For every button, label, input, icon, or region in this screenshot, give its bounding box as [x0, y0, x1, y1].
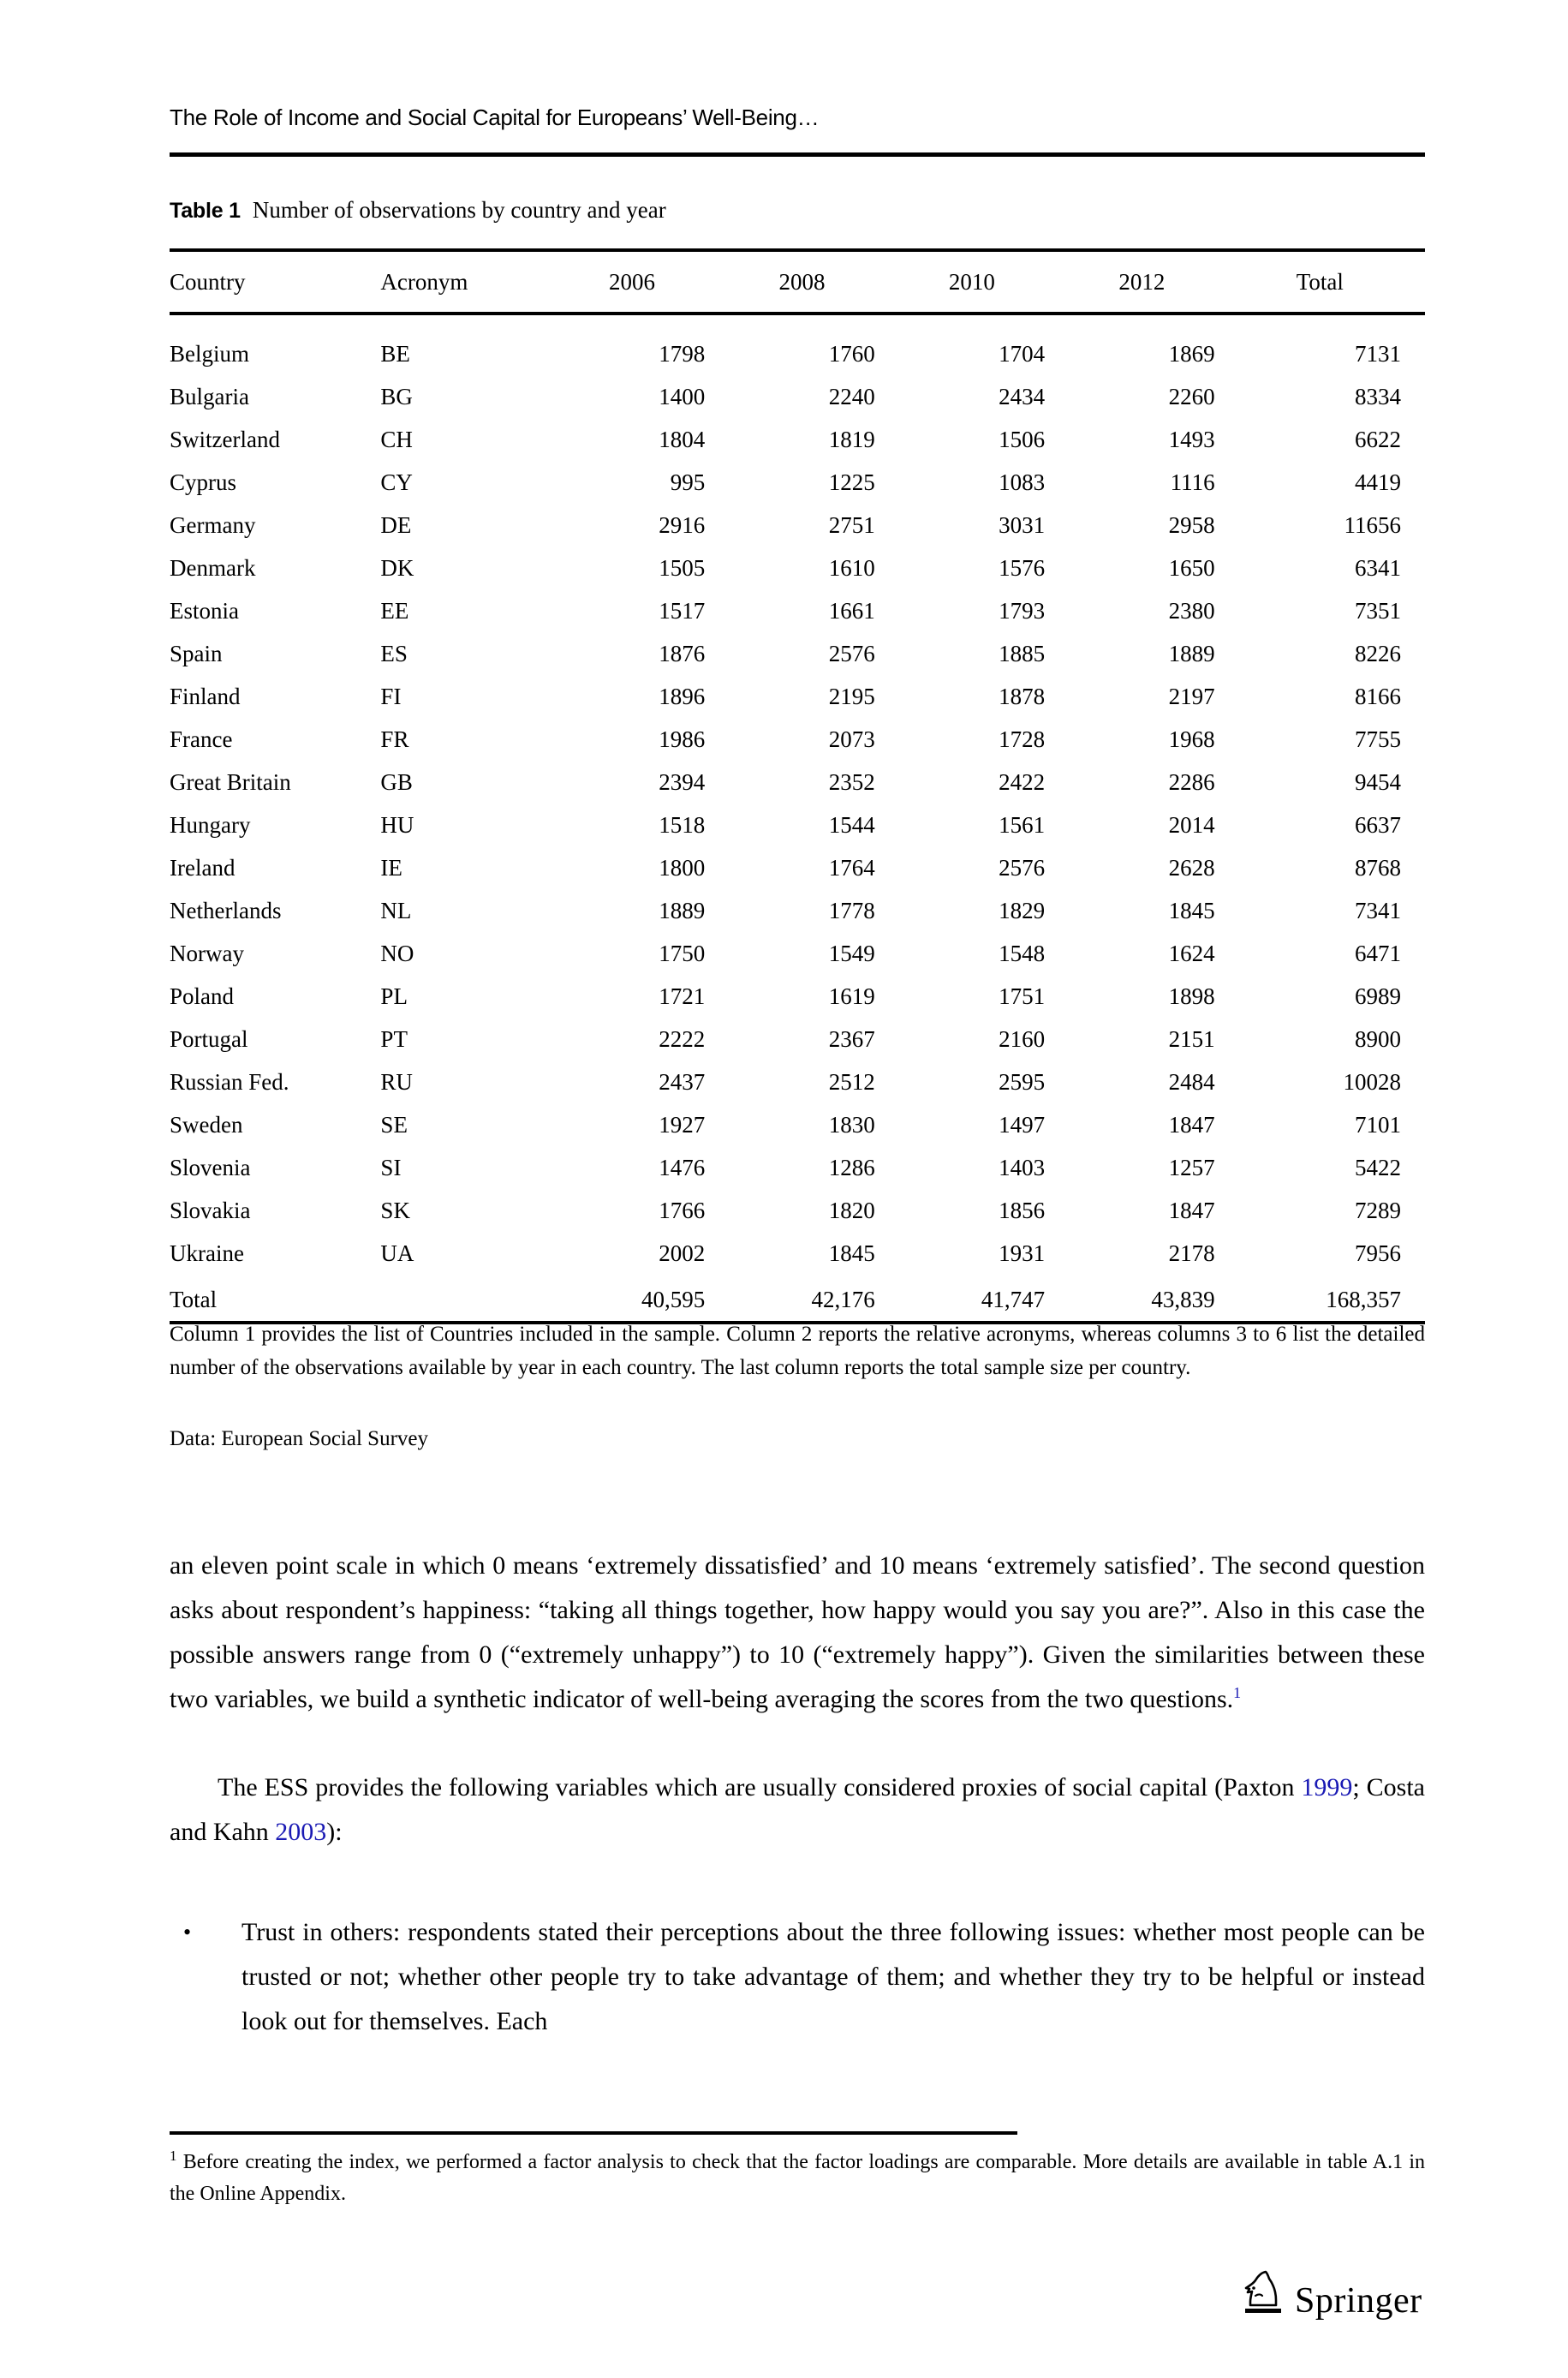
cell-2012: 2958	[1168, 512, 1215, 538]
table-row	[170, 632, 1425, 675]
cell-2006: 1798	[659, 341, 706, 367]
cell-total: 6989	[1355, 983, 1401, 1009]
footnote-text: Before creating the index, we performed a factor analysis to check that the factor loadings are comparable. More details are available in table A.1 in the Online Appendix.	[170, 2151, 1425, 2205]
table-row	[170, 1018, 1425, 1061]
cell-total: 5422	[1355, 1155, 1401, 1180]
cell-2006: 2437	[659, 1069, 706, 1095]
cell-2008: 1819	[828, 427, 875, 452]
cell-2012: 1889	[1168, 641, 1215, 666]
cell-2006: 1766	[659, 1198, 706, 1223]
cell-2006: 1896	[659, 684, 706, 709]
cell-2010: 1403	[999, 1155, 1046, 1180]
cell-2008: 2195	[828, 684, 875, 709]
table-row	[170, 889, 1425, 932]
cell-country: Switzerland	[170, 427, 280, 452]
cell-acronym: EE	[380, 598, 409, 624]
cell-country: Slovakia	[170, 1198, 251, 1223]
cell-2010: 1083	[999, 469, 1046, 495]
cell-2006: 995	[670, 469, 706, 495]
cell-2012: 1257	[1168, 1155, 1215, 1180]
cell-2008: 2352	[828, 769, 875, 795]
cell-2010: 2595	[999, 1069, 1046, 1095]
cell-2008-total: 42,176	[811, 1287, 875, 1312]
cell-acronym: RU	[380, 1069, 413, 1095]
cell-2008: 1830	[828, 1112, 875, 1138]
table-header	[170, 250, 1425, 314]
paragraph-ess-text-end: ):	[326, 1818, 343, 1846]
cell-acronym: FI	[380, 684, 402, 709]
cell-total: 4419	[1355, 469, 1401, 495]
cell-2012: 1847	[1168, 1112, 1215, 1138]
column-header-country: Country	[170, 269, 246, 295]
cell-acronym: PL	[380, 983, 408, 1009]
table-row	[170, 589, 1425, 632]
cell-2008: 1845	[828, 1240, 875, 1266]
cell-2008: 1549	[828, 941, 875, 966]
table-row	[170, 504, 1425, 547]
cell-2006: 1400	[659, 384, 706, 409]
table-row	[170, 675, 1425, 718]
cell-2006: 2394	[659, 769, 706, 795]
cell-country: Bulgaria	[170, 384, 249, 409]
cell-acronym: BG	[380, 384, 413, 409]
cell-country: Russian Fed.	[170, 1069, 289, 1095]
table-row	[170, 461, 1425, 504]
cell-2010: 1751	[999, 983, 1046, 1009]
cell-2012: 1869	[1168, 341, 1215, 367]
header-rule	[170, 152, 1425, 157]
cell-2010: 1548	[999, 941, 1046, 966]
table-row	[170, 804, 1425, 846]
cell-country: Norway	[170, 941, 244, 966]
cell-2008: 1225	[828, 469, 875, 495]
cell-country: Great Britain	[170, 769, 291, 795]
cell-2010: 1497	[999, 1112, 1046, 1138]
table-caption	[170, 195, 1425, 225]
list-item-label: Trust in others: respondents stated their perceptions about the three following issues: whether most people can be trusted or not; whether other people try to take advantage of them; and whether they try to be helpful or instead look out for themselves. Each	[241, 1918, 1425, 2035]
cell-2012: 1847	[1168, 1198, 1215, 1223]
paragraph-ess	[170, 1766, 1425, 1855]
table-row	[170, 1232, 1425, 1275]
cell-country: Germany	[170, 512, 256, 538]
table-data-source: Data: European Social Survey	[170, 1427, 428, 1450]
cell-2008: 1778	[828, 898, 875, 923]
table-body	[170, 314, 1425, 1323]
cell-country: Poland	[170, 983, 235, 1009]
cell-2010: 3031	[999, 512, 1046, 538]
cell-2010: 1728	[999, 726, 1046, 752]
table-title: Number of observations by country and year	[252, 197, 666, 223]
table-row	[170, 547, 1425, 589]
column-header-acronym: Acronym	[380, 269, 468, 295]
cell-total: 7351	[1355, 598, 1401, 624]
cell-2012: 2484	[1168, 1069, 1215, 1095]
table-row	[170, 932, 1425, 975]
cell-acronym: CH	[380, 427, 413, 452]
cell-2008: 1619	[828, 983, 875, 1009]
cell-2006-total: 40,595	[641, 1287, 706, 1312]
cell-acronym: IE	[380, 855, 402, 881]
citation-costa-kahn-2003[interactable]: 2003	[275, 1818, 327, 1846]
cell-acronym: UA	[380, 1240, 414, 1266]
cell-2010-total: 41,747	[981, 1287, 1046, 1312]
cell-2010: 2160	[999, 1026, 1046, 1052]
cell-2006: 2916	[659, 512, 706, 538]
cell-2006: 1986	[659, 726, 706, 752]
cell-total: 7131	[1355, 341, 1401, 367]
variables-bullet-list	[170, 1910, 1425, 2044]
cell-total: 8768	[1355, 855, 1401, 881]
cell-country: Hungary	[170, 812, 251, 838]
cell-grand-total: 168,357	[1326, 1287, 1401, 1312]
cell-2010: 2434	[999, 384, 1046, 409]
cell-2010: 1561	[999, 812, 1046, 838]
cell-2010: 2422	[999, 769, 1046, 795]
cell-acronym: CY	[380, 469, 413, 495]
list-item	[170, 1910, 1425, 2044]
cell-acronym: ES	[380, 641, 408, 666]
cell-country: Ukraine	[170, 1240, 244, 1266]
column-header-2006: 2006	[609, 269, 656, 295]
cell-2008: 1544	[828, 812, 875, 838]
footnote-rule	[170, 2131, 1017, 2135]
cell-country-total: Total	[170, 1287, 218, 1312]
table-row	[170, 718, 1425, 761]
running-header: The Role of Income and Social Capital for Europeans’ Well-Being…	[170, 105, 820, 130]
cell-2006: 1876	[659, 641, 706, 666]
cell-2006: 1927	[659, 1112, 706, 1138]
cell-2012: 1624	[1168, 941, 1215, 966]
cell-country: Finland	[170, 684, 241, 709]
table-header-row	[170, 250, 1425, 314]
cell-acronym: HU	[380, 812, 414, 838]
cell-country: Spain	[170, 641, 223, 666]
cell-total: 6471	[1355, 941, 1401, 966]
cell-country: France	[170, 726, 233, 752]
cell-2010: 1704	[999, 341, 1046, 367]
cell-2006: 2002	[659, 1240, 706, 1266]
cell-total: 6622	[1355, 427, 1401, 452]
cell-total: 6637	[1355, 812, 1401, 838]
cell-acronym: GB	[380, 769, 413, 795]
column-header-2012: 2012	[1118, 269, 1166, 295]
cell-2012: 1845	[1168, 898, 1215, 923]
table-row	[170, 375, 1425, 418]
footnote-reference-link[interactable]: 1	[1233, 1684, 1242, 1701]
cell-country: Portugal	[170, 1026, 248, 1052]
cell-2012: 2014	[1168, 812, 1215, 838]
cell-2006: 1721	[659, 983, 706, 1009]
cell-2012: 1116	[1170, 469, 1215, 495]
publisher-logo	[1243, 2270, 1422, 2319]
cell-2008: 1764	[828, 855, 875, 881]
cell-2012: 2197	[1168, 684, 1215, 709]
cell-acronym: SK	[380, 1198, 410, 1223]
cell-total: 7101	[1355, 1112, 1401, 1138]
cell-2008: 2073	[828, 726, 875, 752]
cell-2010: 2576	[999, 855, 1046, 881]
publisher-name: Springer	[1295, 2281, 1422, 2321]
cell-2010: 1506	[999, 427, 1046, 452]
cell-country: Ireland	[170, 855, 235, 881]
cell-2012: 2380	[1168, 598, 1215, 624]
cell-total: 6341	[1355, 555, 1401, 581]
cell-2006: 2222	[659, 1026, 706, 1052]
cell-2006: 1476	[659, 1155, 706, 1180]
column-header-2008: 2008	[778, 269, 826, 295]
cell-2012: 2628	[1168, 855, 1215, 881]
cell-total: 8166	[1355, 684, 1401, 709]
cell-2006: 1800	[659, 855, 706, 881]
cell-2008: 2367	[828, 1026, 875, 1052]
cell-2010: 1885	[999, 641, 1046, 666]
cell-2010: 1793	[999, 598, 1046, 624]
cell-2012: 1898	[1168, 983, 1215, 1009]
cell-total: 9454	[1355, 769, 1401, 795]
cell-acronym: SE	[380, 1112, 408, 1138]
cell-2012: 2260	[1168, 384, 1215, 409]
cell-country: Cyprus	[170, 469, 237, 495]
table-row	[170, 975, 1425, 1018]
cell-2010: 1829	[999, 898, 1046, 923]
cell-2008: 2240	[828, 384, 875, 409]
table-row	[170, 418, 1425, 461]
table-row	[170, 1061, 1425, 1103]
column-header-2010: 2010	[948, 269, 995, 295]
cell-total: 11656	[1344, 512, 1401, 538]
cell-2008: 2512	[828, 1069, 875, 1095]
table-row	[170, 1189, 1425, 1232]
column-header-total: Total	[1296, 269, 1344, 295]
table-label: Table 1	[170, 199, 241, 223]
paragraph-ess-text-mid: ; Costa and Kahn	[170, 1773, 1425, 1846]
bullet-icon: •	[183, 1920, 192, 1945]
cell-2008: 1610	[828, 555, 875, 581]
cell-2006: 1889	[659, 898, 706, 923]
cell-2008: 1760	[828, 341, 875, 367]
cell-total: 7956	[1355, 1240, 1401, 1266]
cell-acronym: NO	[380, 941, 414, 966]
cell-acronym: PT	[380, 1026, 408, 1052]
cell-2006: 1517	[659, 598, 706, 624]
cell-acronym: SI	[380, 1155, 402, 1180]
cell-country: Slovenia	[170, 1155, 251, 1180]
cell-2008: 1286	[828, 1155, 875, 1180]
cell-total: 8226	[1355, 641, 1401, 666]
cell-2012-total: 43,839	[1151, 1287, 1215, 1312]
cell-2008: 1820	[828, 1198, 875, 1223]
cell-2012: 1650	[1168, 555, 1215, 581]
cell-2010: 1878	[999, 684, 1046, 709]
cell-2006: 1505	[659, 555, 706, 581]
cell-2012: 1493	[1168, 427, 1215, 452]
cell-2010: 1931	[999, 1240, 1046, 1266]
cell-2012: 2151	[1168, 1026, 1215, 1052]
paragraph-ess-text-start: The ESS provides the following variables which are usually considered proxies of social capital (Paxton	[218, 1773, 1302, 1801]
cell-2006: 1518	[659, 812, 706, 838]
cell-total: 8900	[1355, 1026, 1401, 1052]
cell-total: 7755	[1355, 726, 1401, 752]
cell-country: Estonia	[170, 598, 239, 624]
citation-paxton-1999[interactable]: 1999	[1301, 1773, 1353, 1801]
table-row	[170, 314, 1425, 375]
cell-2008: 1661	[828, 598, 875, 624]
table-note: Column 1 provides the list of Countries included in the sample. Column 2 reports the relative acronyms, whereas columns 3 to 6 list the detailed number of the observations available by year in each country. The last column reports the total sample size per country.	[170, 1323, 1425, 1379]
cell-country: Sweden	[170, 1112, 243, 1138]
cell-2012: 2178	[1168, 1240, 1215, 1266]
cell-country: Denmark	[170, 555, 256, 581]
cell-2006: 1804	[659, 427, 706, 452]
cell-total: 8334	[1355, 384, 1401, 409]
cell-2010: 1856	[999, 1198, 1046, 1223]
table-row	[170, 1146, 1425, 1189]
paragraph-scale-text: an eleven point scale in which 0 means ‘extremely dissatisfied’ and 10 means ‘extremely satisfied’. The second question asks about respondent’s happiness: “taking all things together, how happy would you say you are?”. Also in this case the possible answers range from 0 (“extremely unhappy”) to 10 (“extremely happy”). Given the similarities between these two variables, we build a synthetic indicator of well-being averaging the scores from the two questions.	[170, 1551, 1425, 1713]
cell-acronym: NL	[380, 898, 412, 923]
cell-2012: 1968	[1168, 726, 1215, 752]
cell-2008: 2576	[828, 641, 875, 666]
cell-country: Netherlands	[170, 898, 282, 923]
paragraph-scale	[170, 1544, 1425, 1722]
page-footnote	[170, 2147, 1425, 2210]
cell-country: Belgium	[170, 341, 249, 367]
cell-acronym: DK	[380, 555, 414, 581]
springer-knight-icon	[1243, 2270, 1283, 2319]
observations-table	[170, 248, 1425, 1324]
cell-acronym: BE	[380, 341, 410, 367]
cell-total: 7289	[1355, 1198, 1401, 1223]
footnote-marker: 1	[170, 2148, 177, 2164]
cell-2008: 2751	[828, 512, 875, 538]
cell-acronym: DE	[380, 512, 412, 538]
cell-2006: 1750	[659, 941, 706, 966]
cell-total: 10028	[1343, 1069, 1401, 1095]
table-row	[170, 1103, 1425, 1146]
table-row	[170, 846, 1425, 889]
cell-2010: 1576	[999, 555, 1046, 581]
cell-2012: 2286	[1168, 769, 1215, 795]
table-row	[170, 761, 1425, 804]
cell-acronym-total	[380, 1275, 558, 1323]
cell-acronym: FR	[380, 726, 409, 752]
cell-total: 7341	[1355, 898, 1401, 923]
table-total-row	[170, 1275, 1425, 1323]
